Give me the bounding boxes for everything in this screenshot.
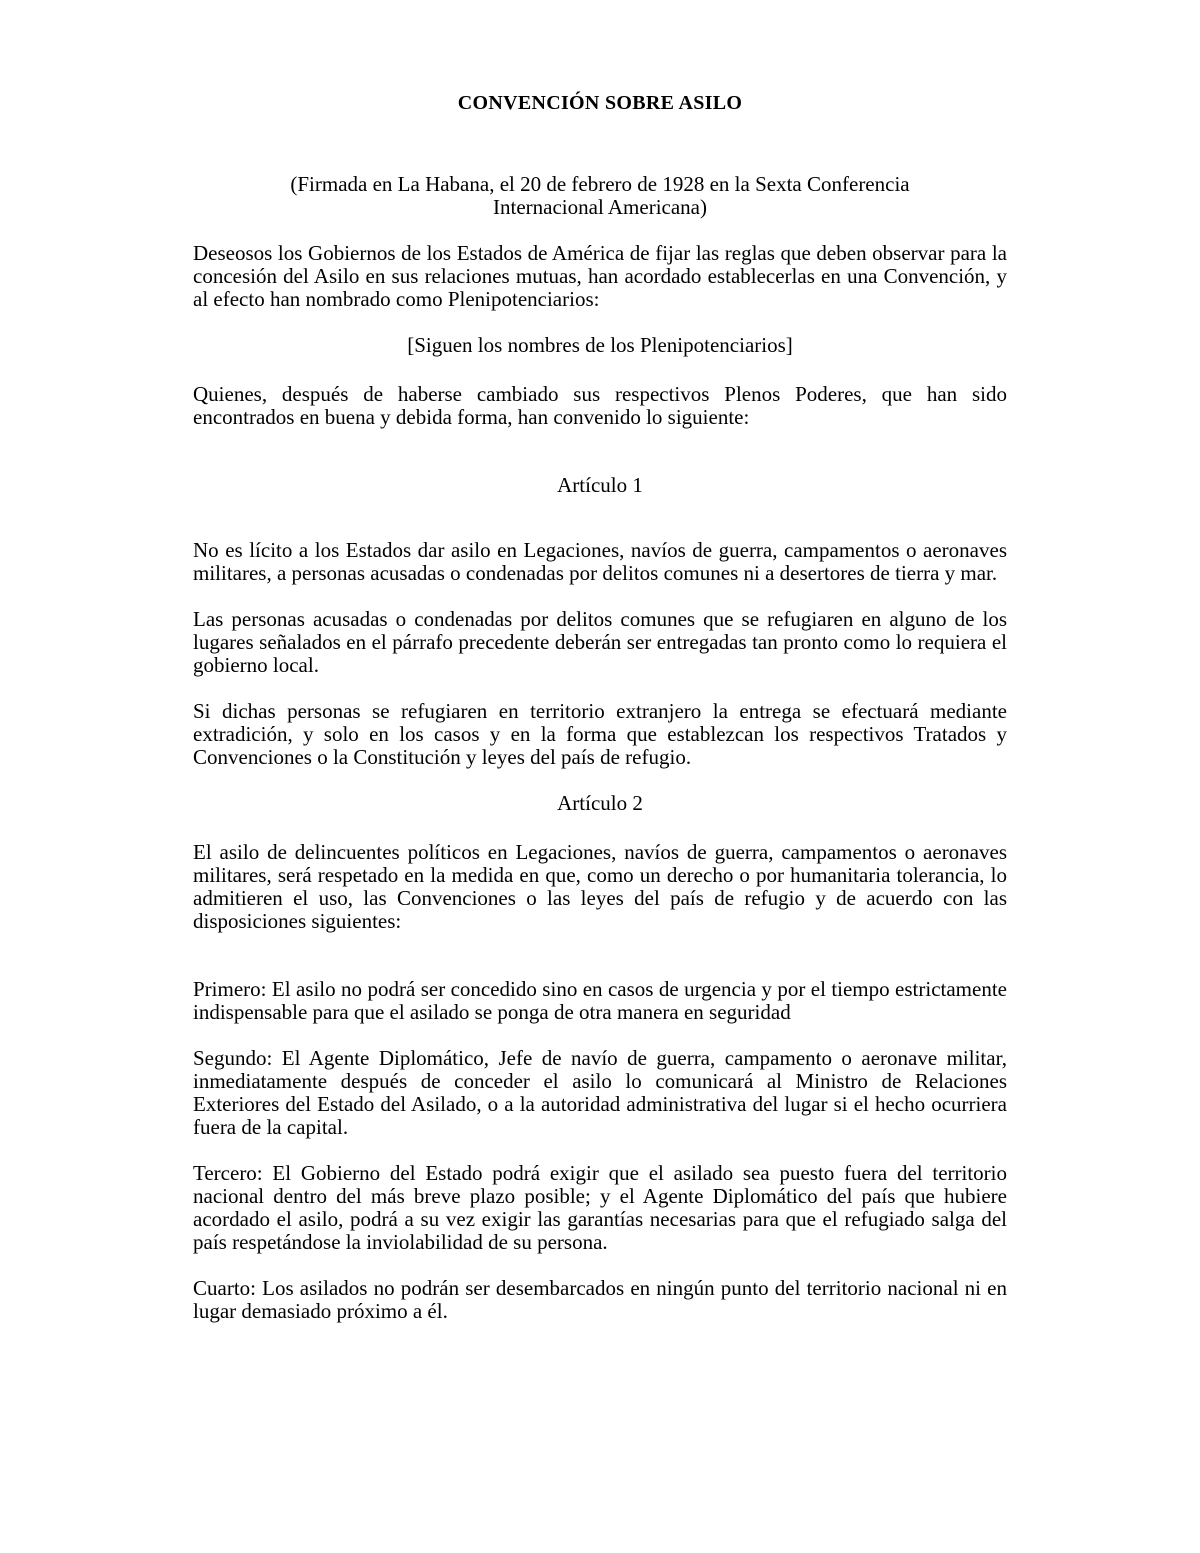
article-2-intro: El asilo de delincuentes políticos en Legaciones, navíos de guerra, campamentos o aeronaves militares, será respetado en la medida en que, como un derecho o por humanitaria tolerancia, lo admitieren el uso, las Convenciones o las leyes del país de refugio y de acuerdo con las disposiciones siguientes:: [193, 840, 1007, 933]
provision-cuarto: Cuarto: Los asilados no podrán ser desembarcados en ningún punto del territorio nacional ni en lugar demasiado próximo a él.: [193, 1276, 1007, 1323]
provision-tercero: Tercero: El Gobierno del Estado podrá exigir que el asilado sea puesto fuera del territorio nacional dentro del más breve plazo posible; y el Agente Diplomático del país que hubiere acordado el asilo, podrá a su vez exigir las garantías necesarias para que el refugiado salga del país respetándose la inviolabilidad de su persona.: [193, 1161, 1007, 1254]
provision-segundo: Segundo: El Agente Diplomático, Jefe de navío de guerra, campamento o aeronave militar, inmediatamente después de conceder el asilo lo comunicará al Ministro de Relaciones Exteriores del Estado del Asilado, o a la autoridad administrativa del lugar si el hecho ocurriera fuera de la capital.: [193, 1046, 1007, 1139]
article-1-heading: Artículo 1: [557, 473, 643, 497]
subtitle-line-1: (Firmada en La Habana, el 20 de febrero de 1928 en la Sexta Conferencia: [290, 172, 910, 196]
preamble-paragraph: Deseosos los Gobiernos de los Estados de América de fijar las reglas que deben observar para la concesión del Asilo en sus relaciones mutuas, han acordado establecerlas en una Convención, y al efecto han nombrado como Plenipotenciarios:: [193, 241, 1007, 311]
provision-primero: Primero: El asilo no podrá ser concedido sino en casos de urgencia y por el tiempo estrictamente indispensable para que el asilado se ponga de otra manera en seguridad: [193, 977, 1007, 1024]
article-1-paragraph-2: Las personas acusadas o condenadas por delitos comunes que se refugiaren en alguno de los lugares señalados en el párrafo precedente deberán ser entregadas tan pronto como lo requiera el gobierno local.: [193, 607, 1007, 677]
document-subtitle: [193, 173, 1007, 219]
plenipotentiaries-note: [Siguen los nombres de los Plenipotenciarios]: [407, 333, 793, 357]
agreement-paragraph: Quienes, después de haberse cambiado sus respectivos Plenos Poderes, que han sido encontrados en buena y debida forma, han convenido lo siguiente:: [193, 382, 1007, 429]
article-1-paragraph-3: Si dichas personas se refugiaren en territorio extranjero la entrega se efectuará mediante extradición, y solo en los casos y en la forma que establezcan los respectivos Tratados y Convenciones o la Constitución y leyes del país de refugio.: [193, 699, 1007, 769]
document-body: [193, 92, 1007, 1323]
article-1-paragraph-1: No es lícito a los Estados dar asilo en Legaciones, navíos de guerra, campamentos o aeronaves militares, a personas acusadas o condenadas por delitos comunes ni a desertores de tierra y mar.: [193, 538, 1007, 585]
article-2-heading: Artículo 2: [557, 791, 643, 815]
subtitle-line-2: Internacional Americana): [493, 195, 707, 219]
document-title: CONVENCIÓN SOBRE ASILO: [457, 92, 743, 114]
